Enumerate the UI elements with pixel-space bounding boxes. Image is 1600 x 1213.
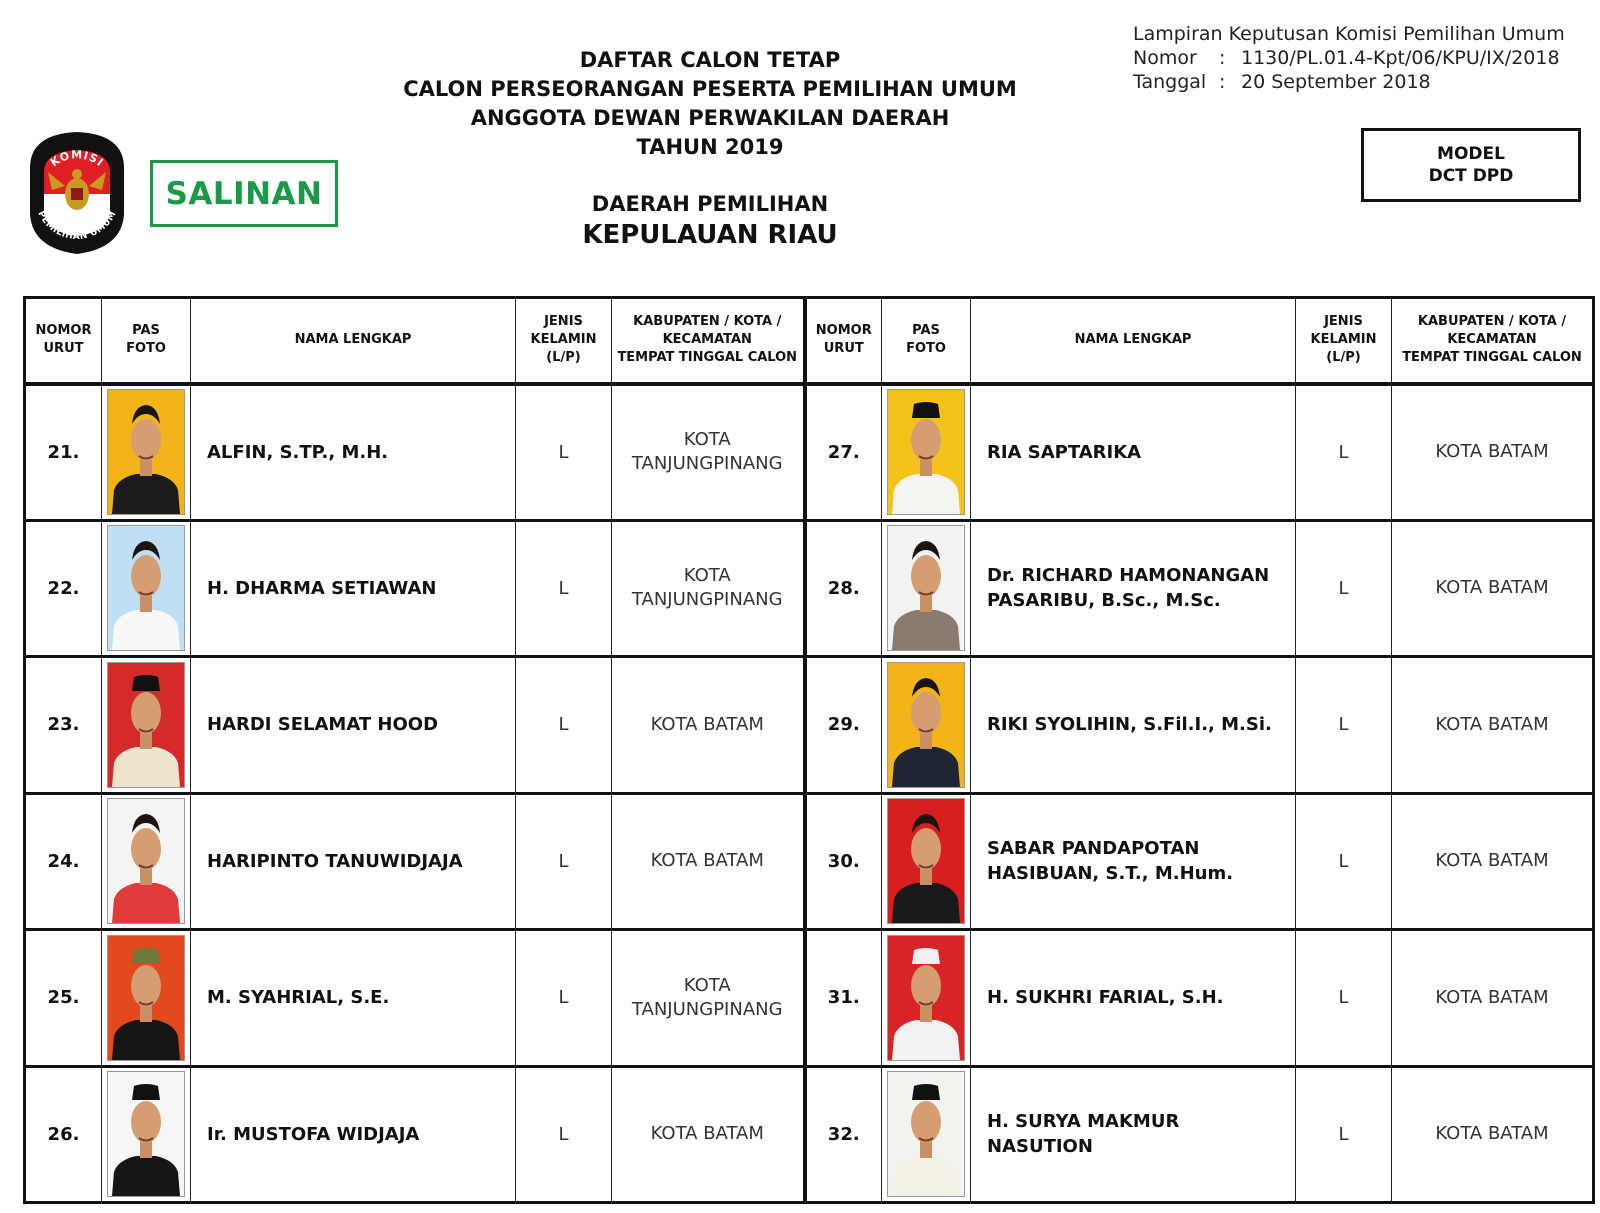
- candidate-gender: L: [516, 657, 612, 794]
- table-row: [25, 520, 1594, 657]
- dapil-name: KEPULAUAN RIAU: [582, 220, 838, 250]
- candidate-number: 31.: [805, 930, 882, 1067]
- candidate-gender: L: [1296, 930, 1392, 1067]
- candidate-gender: L: [516, 384, 612, 521]
- candidate-name: H. DHARMA SETIAWAN: [191, 520, 516, 657]
- candidate-gender: L: [1296, 1066, 1392, 1203]
- candidate-residence: KOTA TANJUNGPINANG: [612, 384, 805, 521]
- portrait-image: [107, 389, 185, 515]
- candidate-photo: [102, 1066, 191, 1203]
- candidate-residence: KOTA BATAM: [1392, 520, 1594, 657]
- ref-tanggal-value: 20 September 2018: [1241, 71, 1431, 93]
- candidate-name: Ir. MUSTOFA WIDJAJA: [191, 1066, 516, 1203]
- model-line-2: DCT DPD: [1428, 166, 1514, 186]
- candidate-name: HARIPINTO TANUWIDJAJA: [191, 793, 516, 930]
- title-line-1: DAFTAR CALON TETAP: [579, 48, 841, 72]
- portrait-image: [887, 798, 965, 924]
- candidate-photo: [882, 657, 971, 794]
- candidate-gender: L: [1296, 657, 1392, 794]
- candidate-name: RIA SAPTARIKA: [971, 384, 1296, 521]
- candidate-gender: L: [1296, 520, 1392, 657]
- portrait-image: [887, 1071, 965, 1197]
- candidate-gender: L: [1296, 793, 1392, 930]
- candidate-number: 26.: [25, 1066, 102, 1203]
- candidate-photo: [882, 930, 971, 1067]
- title-line-3: ANGGOTA DEWAN PERWAKILAN DAERAH: [470, 106, 950, 130]
- page-title: [380, 46, 1040, 162]
- candidate-number: 23.: [25, 657, 102, 794]
- model-line-1: MODEL: [1437, 144, 1505, 164]
- dapil-label: DAERAH PEMILIHAN: [591, 192, 829, 216]
- candidate-number: 24.: [25, 793, 102, 930]
- col-jenis-header: JENIS KELAMIN (L/P): [1296, 298, 1392, 384]
- candidate-photo: [882, 793, 971, 930]
- candidate-photo: [102, 657, 191, 794]
- candidate-name: H. SURYA MAKMUR NASUTION: [971, 1066, 1296, 1203]
- candidate-gender: L: [516, 1066, 612, 1203]
- logo-text-top: KOMISI: [48, 148, 107, 170]
- candidate-photo: [102, 520, 191, 657]
- portrait-image: [887, 662, 965, 788]
- portrait-image: [107, 798, 185, 924]
- candidate-gender: L: [1296, 384, 1392, 521]
- candidate-photo: [882, 1066, 971, 1203]
- candidate-residence: KOTA BATAM: [1392, 930, 1594, 1067]
- candidate-gender: L: [516, 930, 612, 1067]
- candidate-residence: KOTA BATAM: [1392, 1066, 1594, 1203]
- portrait-image: [107, 1071, 185, 1197]
- electoral-district: [380, 190, 1040, 252]
- salinan-stamp: SALINAN: [150, 160, 338, 227]
- kpu-logo: [22, 128, 132, 258]
- candidate-name: H. SUKHRI FARIAL, S.H.: [971, 930, 1296, 1067]
- ref-line1: Lampiran Keputusan Komisi Pemilihan Umum: [1133, 23, 1565, 45]
- candidate-number: 29.: [805, 657, 882, 794]
- ref-nomor-label: Nomor: [1133, 47, 1197, 69]
- col-kab-header: KABUPATEN / KOTA / KECAMATAN TEMPAT TINGGAL CALON: [612, 298, 805, 384]
- candidate-name: ALFIN, S.TP., M.H.: [191, 384, 516, 521]
- title-line-2: CALON PERSEORANGAN PESERTA PEMILIHAN UMUM: [403, 77, 1017, 101]
- table-header-row: [25, 298, 1594, 384]
- candidate-photo: [882, 520, 971, 657]
- table-row: [25, 1066, 1594, 1203]
- candidate-number: 21.: [25, 384, 102, 521]
- col-jenis-header: JENIS KELAMIN (L/P): [516, 298, 612, 384]
- portrait-image: [887, 389, 965, 515]
- candidate-residence: KOTA BATAM: [1392, 793, 1594, 930]
- candidate-photo: [102, 793, 191, 930]
- candidate-photo: [102, 930, 191, 1067]
- title-line-4: TAHUN 2019: [636, 135, 784, 159]
- col-nama-header: NAMA LENGKAP: [191, 298, 516, 384]
- col-foto-header: PAS FOTO: [102, 298, 191, 384]
- candidate-gender: L: [516, 793, 612, 930]
- table-row: [25, 657, 1594, 794]
- candidate-number: 22.: [25, 520, 102, 657]
- candidate-name: M. SYAHRIAL, S.E.: [191, 930, 516, 1067]
- candidate-name: HARDI SELAMAT HOOD: [191, 657, 516, 794]
- candidate-name: RIKI SYOLIHIN, S.Fil.I., M.Si.: [971, 657, 1296, 794]
- candidate-residence: KOTA BATAM: [612, 657, 805, 794]
- candidate-photo: [102, 384, 191, 521]
- candidate-residence: KOTA BATAM: [612, 793, 805, 930]
- col-nomor-header: NOMOR URUT: [805, 298, 882, 384]
- candidate-number: 28.: [805, 520, 882, 657]
- candidate-residence: KOTA BATAM: [612, 1066, 805, 1203]
- candidate-name: Dr. RICHARD HAMONANGAN PASARIBU, B.Sc., M.Sc.: [971, 520, 1296, 657]
- portrait-image: [107, 525, 185, 651]
- col-nomor-header: NOMOR URUT: [25, 298, 102, 384]
- col-nama-header: NAMA LENGKAP: [971, 298, 1296, 384]
- model-box: [1361, 128, 1581, 202]
- candidate-residence: KOTA TANJUNGPINANG: [612, 930, 805, 1067]
- col-kab-header: KABUPATEN / KOTA / KECAMATAN TEMPAT TINGGAL CALON: [1392, 298, 1594, 384]
- candidate-number: 25.: [25, 930, 102, 1067]
- logo-text-bottom: PEMILIHAN UMUM: [35, 209, 119, 242]
- candidate-number: 30.: [805, 793, 882, 930]
- table-row: [25, 793, 1594, 930]
- candidate-gender: L: [516, 520, 612, 657]
- portrait-image: [887, 935, 965, 1061]
- table-row: [25, 384, 1594, 521]
- portrait-image: [107, 662, 185, 788]
- candidate-name: SABAR PANDAPOTAN HASIBUAN, S.T., M.Hum.: [971, 793, 1296, 930]
- table-row: [25, 930, 1594, 1067]
- col-foto-header: PAS FOTO: [882, 298, 971, 384]
- decree-reference: Lampiran Keputusan Komisi Pemilihan Umum Nomor : 1130/PL.01.4-Kpt/06/KPU/IX/2018 Tanggal : 20 September 2018: [1133, 22, 1593, 94]
- portrait-image: [887, 525, 965, 651]
- ref-nomor-value: 1130/PL.01.4-Kpt/06/KPU/IX/2018: [1241, 47, 1560, 69]
- candidate-table: [23, 296, 1595, 1204]
- candidate-residence: KOTA TANJUNGPINANG: [612, 520, 805, 657]
- candidate-number: 27.: [805, 384, 882, 521]
- candidate-photo: [882, 384, 971, 521]
- candidate-residence: KOTA BATAM: [1392, 384, 1594, 521]
- candidate-number: 32.: [805, 1066, 882, 1203]
- ref-tanggal-label: Tanggal: [1133, 71, 1207, 93]
- candidate-residence: KOTA BATAM: [1392, 657, 1594, 794]
- portrait-image: [107, 935, 185, 1061]
